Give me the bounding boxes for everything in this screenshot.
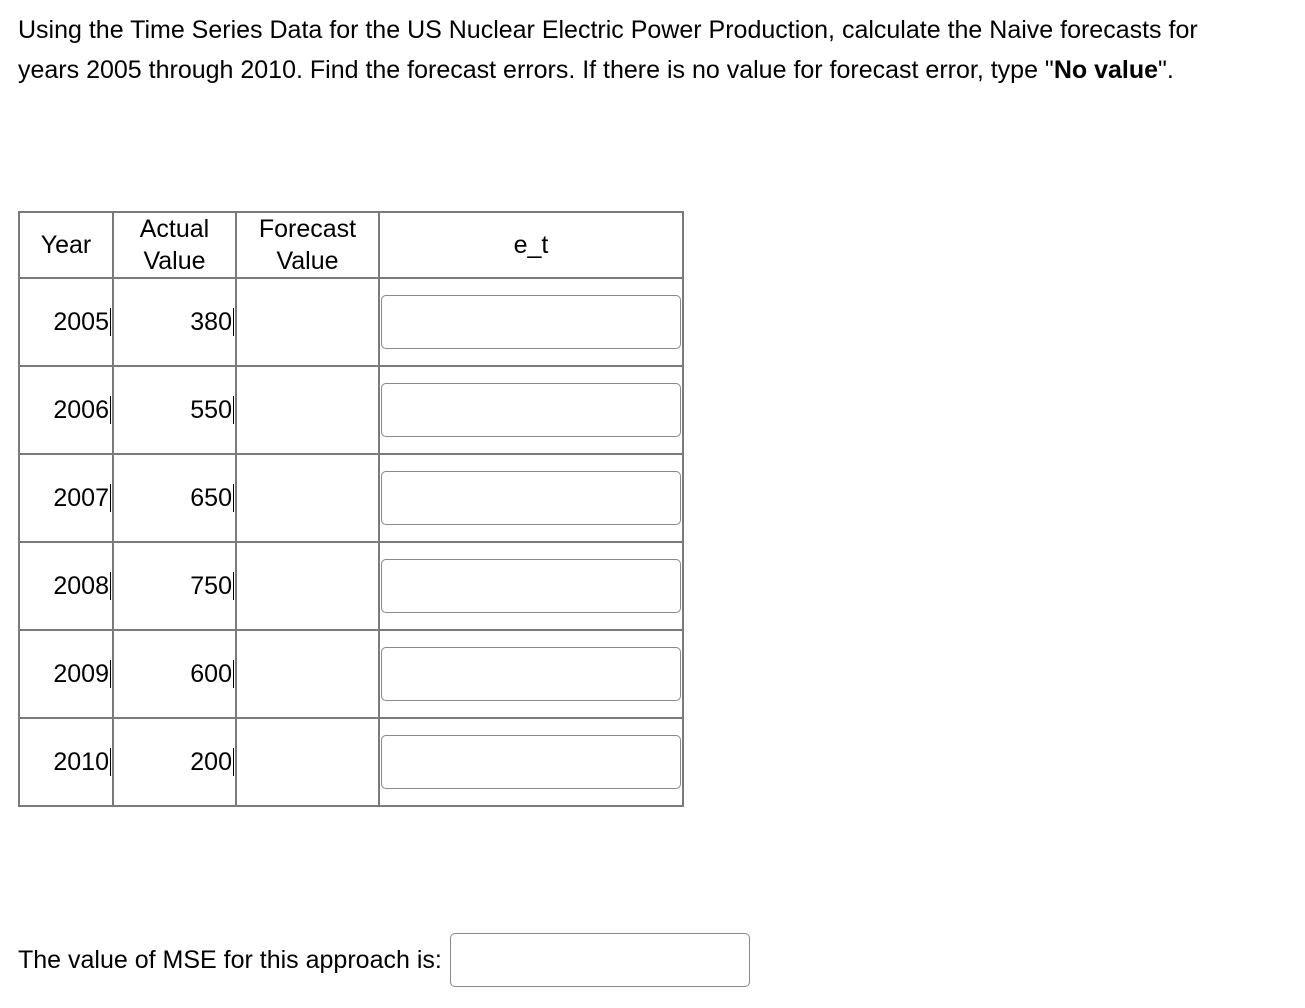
header-year: Year: [19, 212, 113, 278]
table-row: [19, 542, 683, 630]
table-row: [19, 454, 683, 542]
table-row: [19, 630, 683, 718]
question-text: [18, 10, 1293, 90]
forecast-cell: [236, 366, 379, 454]
year-value: 2008: [53, 571, 109, 600]
question-line-2-prefix: years 2005 through 2010. Find the forecast errors. If there is no value for forecast error, type ": [18, 56, 1054, 84]
actual-cell: [113, 630, 236, 718]
header-actual-value: [113, 212, 236, 278]
no-value-keyword: No value: [1053, 56, 1159, 84]
year-cell: [19, 278, 113, 366]
year-cell: [19, 542, 113, 630]
error-cell: [379, 630, 683, 718]
error-input-2009[interactable]: [381, 647, 681, 701]
actual-value: 550: [190, 395, 232, 424]
question-line-1: Using the Time Series Data for the US Nuclear Electric Power Production, calculate the Naive forecasts for: [18, 16, 1198, 44]
error-input-2006[interactable]: [381, 383, 681, 437]
actual-cell: [113, 542, 236, 630]
mse-label: The value of MSE for this approach is:: [18, 945, 442, 974]
header-forecast-line1: Forecast: [258, 215, 357, 243]
actual-cell: [113, 718, 236, 806]
error-input-2007[interactable]: [381, 471, 681, 525]
actual-cell: [113, 278, 236, 366]
table-row: [19, 718, 683, 806]
actual-value: 750: [190, 571, 232, 600]
actual-value: 600: [190, 659, 232, 688]
header-forecast-value: [236, 212, 379, 278]
year-cell: [19, 630, 113, 718]
actual-cell: [113, 366, 236, 454]
error-cell: [379, 542, 683, 630]
year-cell: [19, 366, 113, 454]
forecast-cell: [236, 630, 379, 718]
header-actual-line1: Actual: [139, 215, 210, 243]
error-cell: [379, 366, 683, 454]
error-input-2008[interactable]: [381, 559, 681, 613]
forecast-cell: [236, 278, 379, 366]
year-value: 2010: [53, 747, 109, 776]
error-input-2005[interactable]: [381, 295, 681, 349]
year-value: 2006: [53, 395, 109, 424]
table-row: [19, 278, 683, 366]
mse-input[interactable]: [450, 933, 750, 987]
table-row: [19, 366, 683, 454]
table-header-row: [19, 212, 683, 278]
forecast-table: [18, 211, 684, 807]
actual-cell: [113, 454, 236, 542]
year-cell: [19, 718, 113, 806]
actual-value: 380: [190, 307, 232, 336]
mse-row: [18, 932, 750, 988]
header-error: e_t: [379, 212, 683, 278]
year-value: 2009: [53, 659, 109, 688]
year-value: 2007: [53, 483, 109, 512]
header-actual-line2: Value: [143, 247, 206, 275]
year-cell: [19, 454, 113, 542]
error-cell: [379, 278, 683, 366]
header-forecast-line2: Value: [276, 247, 339, 275]
question-line-2: [18, 50, 1293, 90]
forecast-cell: [236, 718, 379, 806]
forecast-cell: [236, 542, 379, 630]
question-line-2-suffix: ".: [1158, 56, 1174, 84]
forecast-cell: [236, 454, 379, 542]
year-value: 2005: [53, 307, 109, 336]
error-cell: [379, 718, 683, 806]
actual-value: 650: [190, 483, 232, 512]
error-input-2010[interactable]: [381, 735, 681, 789]
error-cell: [379, 454, 683, 542]
actual-value: 200: [190, 747, 232, 776]
